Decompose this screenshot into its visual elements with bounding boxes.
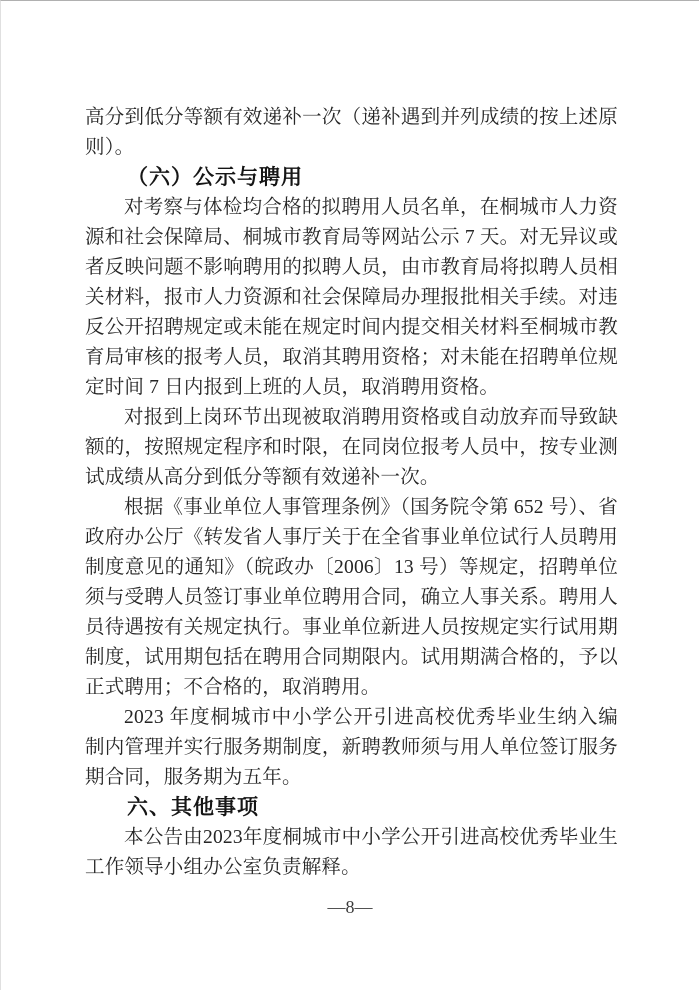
paragraph-contract: 根据《事业单位人事管理条例》（国务院令第 652 号）、省政府办公厅《转发省人事厅关于在全省事业单位试行人员聘用制度意见的通知》（皖政办〔2006〕13 号）等规定，招聘单位须与受聘人员签订事业单位聘用合同，确立人事关系。聘用人员待遇按有关规定执行。事业单位新进人员按规定实行试用期制度，试用期包括在聘用合同期限内。试用期满合格的，予以正式聘用；不合格的，取消聘用。 — [85, 497, 618, 698]
heading-section-6: （六）公示与聘用 — [127, 166, 303, 189]
paragraph-replacement: 对报到上岗环节出现被取消聘用资格或自动放弃而导致缺额的，按照规定程序和时限，在同岗位报考人员中，按专业测试成绩从高分到低分等额有效递补一次。 — [85, 407, 618, 488]
paragraph-service-period: 2023 年度桐城市中小学公开引进高校优秀毕业生纳入编制内管理并实行服务期制度，新聘教师须与用人单位签订服务期合同，服务期为五年。 — [85, 707, 618, 788]
paragraph-public-notice: 对考察与体检均合格的拟聘用人员名单，在桐城市人力资源和社会保障局、桐城市教育局等网站公示 7 天。对无异议或者反映问题不影响聘用的拟聘人员，由市教育局将拟聘人员相关材料，报市人力资源和社会保障局办理报批相关手续。对违反公开招聘规定或未能在规定时间内提交相关材料至桐城市教育局审核的报考人员，取消其聘用资格；对未能在招聘单位规定时间 7 日内报到上班的人员，取消聘用资格。 — [85, 197, 618, 398]
page-number — [1, 894, 699, 920]
paragraph-interpretation: 本公告由2023年度桐城市中小学公开引进高校优秀毕业生工作领导小组办公室负责解释。 — [85, 827, 618, 878]
document-text-block — [85, 103, 618, 883]
heading-section-other: 六、其他事项 — [127, 796, 259, 819]
paragraph-continuation: 高分到低分等额有效递补一次（递补遇到并列成绩的按上述原则）。 — [85, 107, 618, 158]
page-number-label: —8— — [327, 897, 373, 917]
